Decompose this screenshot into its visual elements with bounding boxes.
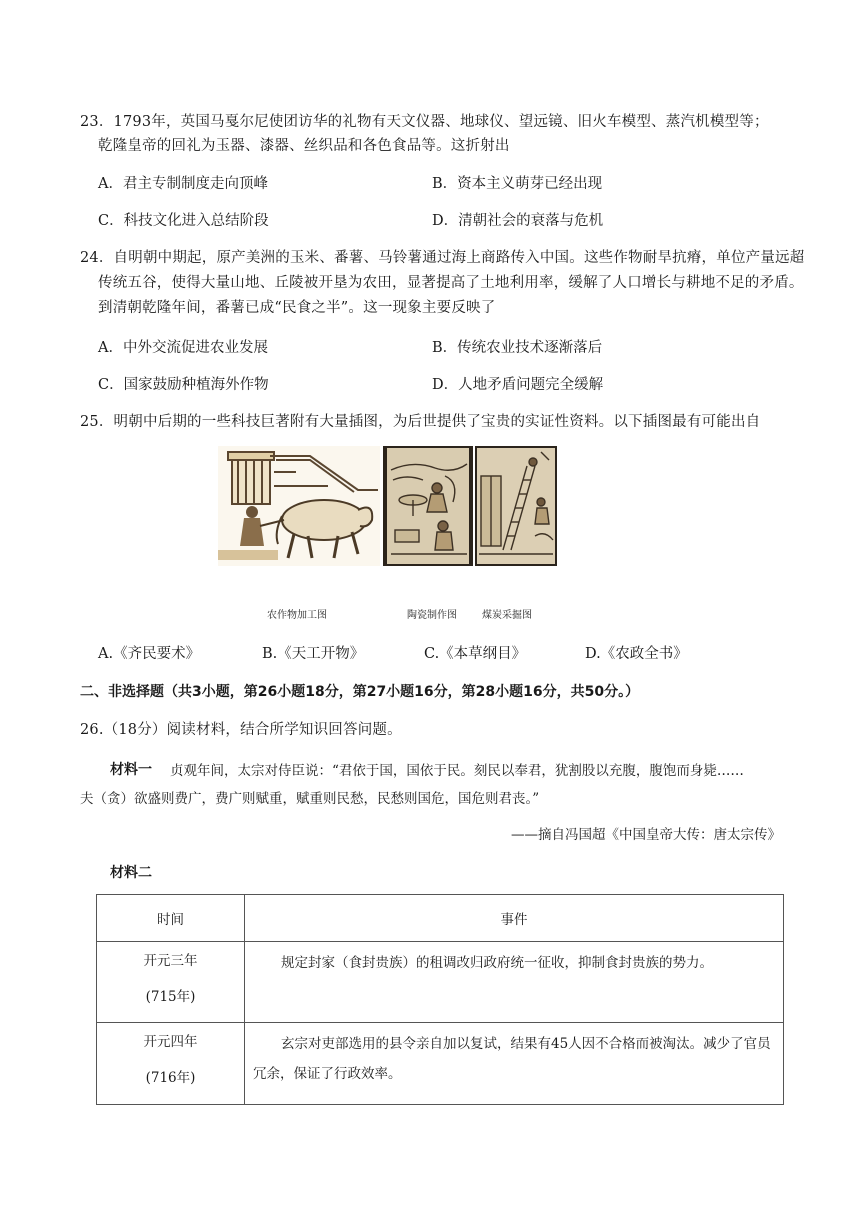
time-era: 开元四年 — [143, 1034, 198, 1050]
table-header-row — [97, 895, 784, 942]
q24-option-b[interactable]: B．传统农业技术逐渐落后 — [432, 340, 603, 356]
material-one-source: ——摘自冯国超《中国皇帝大传：唐太宗传》 — [511, 827, 781, 843]
pottery-making-illustration — [383, 446, 473, 566]
table-header-time: 时间 — [97, 895, 245, 942]
time-era: 开元三年 — [143, 953, 198, 969]
q24-option-c[interactable]: C．国家鼓励种植海外作物 — [98, 377, 269, 393]
section-heading-nonchoice: 二、非选择题（共3小题，第26小题18分，第27小题16分，第28小题16分，共50分。） — [80, 684, 640, 700]
time-year: (716年) — [145, 1070, 196, 1086]
q23-option-b[interactable]: B．资本主义萌芽已经出现 — [432, 176, 603, 192]
q23-option-a[interactable]: A．君主专制制度走向顶峰 — [98, 176, 268, 192]
table-cell-time — [97, 1023, 245, 1105]
table-row — [97, 1023, 784, 1105]
material-one-line2: 夫（贪）欲盛则费广，费广则赋重，赋重则民愁，民愁则国危，国危则君丧。” — [80, 791, 540, 807]
crop-processing-illustration — [218, 446, 380, 566]
q23-stem-line1: 23．1793年，英国马戛尔尼使团访华的礼物有天文仪器、地球仪、望远镜、旧火车模型、蒸汽机模型等； — [80, 114, 769, 130]
q25-option-a[interactable]: A.《齐民要术》 — [98, 646, 201, 662]
table-header-event: 事件 — [245, 895, 784, 942]
table-cell-event — [245, 942, 784, 1023]
q25-option-c[interactable]: C.《本草纲目》 — [424, 646, 527, 662]
q24-option-a[interactable]: A．中外交流促进农业发展 — [98, 340, 268, 356]
q24-stem-line1: 24．自明朝中期起，原产美洲的玉米、番薯、马铃薯通过海上商路传入中国。这些作物耐旱抗瘠，单位产量远超 — [80, 250, 805, 266]
material-two-table — [96, 894, 784, 1105]
q24-stem-line2: 传统五谷，使得大量山地、丘陵被开垦为农田，显著提高了土地利用率，缓解了人口增长与耕地不足的矛盾。 — [98, 275, 804, 291]
time-year: (715年) — [145, 989, 196, 1005]
q23-option-d[interactable]: D．清朝社会的衰落与危机 — [432, 213, 604, 229]
coal-mining-illustration — [475, 446, 557, 566]
table-cell-event — [245, 1023, 784, 1105]
q23-option-c[interactable]: C．科技文化进入总结阶段 — [98, 213, 269, 229]
material-one-label: 材料一 — [110, 762, 152, 778]
table-cell-time — [97, 942, 245, 1023]
q24-option-d[interactable]: D．人地矛盾问题完全缓解 — [432, 377, 604, 393]
q25-option-d[interactable]: D.《农政全书》 — [585, 646, 688, 662]
table-row — [97, 942, 784, 1023]
q26-intro: 26.（18分）阅读材料，结合所学知识回答问题。 — [80, 722, 402, 738]
q25-stem: 25．明朝中后期的一些科技巨著附有大量插图，为后世提供了宝贵的实证性资料。以下插图最有可能出自 — [80, 414, 761, 430]
caption-coal-mining: 煤炭采掘图 — [482, 610, 532, 621]
q23-stem-line2: 乾隆皇帝的回礼为玉器、漆器、丝织品和各色食品等。这折射出 — [98, 138, 510, 154]
q25-option-b[interactable]: B.《天工开物》 — [262, 646, 365, 662]
caption-pottery-making: 陶瓷制作图 — [407, 610, 457, 621]
material-two-label: 材料二 — [110, 865, 152, 881]
q24-stem-line3: 到清朝乾隆年间，番薯已成“民食之半”。这一现象主要反映了 — [98, 300, 496, 316]
event-text: 规定封家（食封贵族）的租调改归政府统一征收，抑制食封贵族的势力。 — [281, 955, 713, 971]
caption-crop-processing: 农作物加工图 — [267, 610, 327, 621]
event-text: 玄宗对吏部选用的县令亲自加以复试，结果有45人因不合格而被淘汰。减少了官员冗余，保证了行政效率。 — [253, 1036, 771, 1082]
material-one-line1: 贞观年间，太宗对侍臣说：“君依于国，国依于民。刻民以奉君，犹割股以充腹，腹饱而身毙…… — [170, 763, 744, 779]
